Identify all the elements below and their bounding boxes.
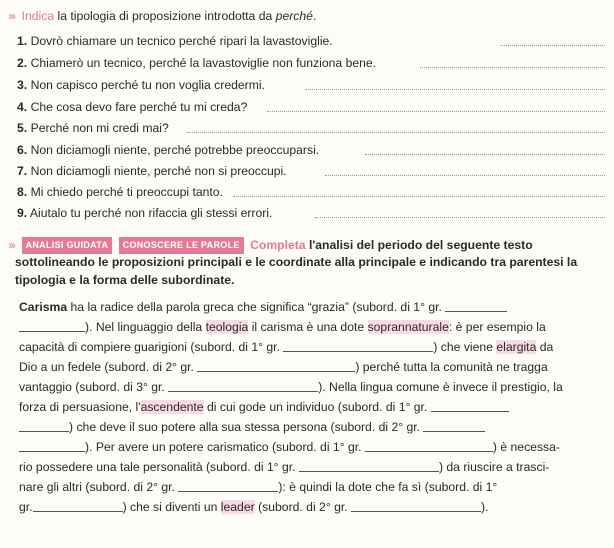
answer-line[interactable] — [365, 154, 605, 155]
instruction-verb: Indica — [21, 9, 55, 23]
answer-blank[interactable] — [178, 481, 278, 492]
answer-blank[interactable] — [197, 361, 355, 372]
tag-conoscere-le-parole: CONOSCERE LE PAROLE — [119, 237, 244, 254]
text-line-1: Carisma ha la radice della parola greca che significa “grazia” (subord. di 1° gr. — [19, 300, 601, 314]
answer-line[interactable] — [325, 175, 605, 176]
instruction-verb: Completa — [250, 238, 306, 252]
instruction-keyword: perché — [275, 9, 313, 23]
answer-blank[interactable] — [33, 501, 123, 512]
tag-analisi-guidata: ANALISI GUIDATA — [22, 237, 113, 254]
list-item: 6. Non diciamogli niente, perché potrebbe preoccuparsi. — [17, 142, 605, 158]
answer-blank[interactable] — [445, 301, 507, 312]
text-line-8: ). Per avere un potere carismatico (subord. di 1° gr. ) è necessa- — [19, 440, 601, 454]
instruction-text: la tipologia di proposizione introdotta da — [57, 9, 276, 23]
text-line-5: vantaggio (subord. di 3° gr. ). Nella lingua comune è invece il prestigio, la — [19, 380, 563, 394]
answer-blank[interactable] — [423, 421, 485, 432]
answer-line[interactable] — [305, 89, 605, 90]
double-chevron-icon: ››› — [8, 9, 15, 23]
answer-blank[interactable] — [365, 441, 493, 452]
answer-blank[interactable] — [351, 501, 481, 512]
answer-blank[interactable] — [19, 441, 85, 452]
list-item: 7. Non diciamogli niente, perché non si preoccupi. — [17, 163, 605, 179]
answer-line[interactable] — [420, 67, 605, 68]
list-item: 4. Che cosa devo fare perché tu mi creda? — [17, 99, 605, 115]
text-line-11: gr. ) che si diventi un leader (subord. di 2° gr. ). — [19, 500, 489, 514]
answer-blank[interactable] — [283, 341, 433, 352]
instruction-line-2: sottolineando le proposizioni principali e le coordinate alla principale e indicando tra parentesi la — [15, 255, 578, 269]
text-line-9: rio possedere una tale personalità (subord. di 1° gr. ) da riuscire a trasci- — [19, 460, 550, 474]
answer-blank[interactable] — [168, 381, 318, 392]
list-item: 2. Chiamerò un tecnico, perché la lavastoviglie non funziona bene. — [17, 55, 605, 71]
text-line-10: nare gli altri (subord. di 2° gr. ): è quindi la dote che fa sì (subord. di 1° — [19, 480, 498, 494]
answer-line[interactable] — [500, 45, 605, 46]
answer-line[interactable] — [267, 111, 605, 112]
list-item: 3. Non capisco perché tu non voglia credermi. — [17, 77, 605, 93]
list-item: 5. Perché non mi credi mai? — [17, 120, 605, 136]
exercise1-instruction: ››› Indica la tipologia di proposizione introdotta da perché. — [8, 9, 317, 23]
instruction-line-3: tipologia e la forma delle subordinate. — [15, 273, 235, 287]
list-item: 1. Dovrò chiamare un tecnico perché ripari la lavastoviglie. — [17, 33, 605, 49]
answer-blank[interactable] — [19, 321, 85, 332]
answer-line[interactable] — [315, 217, 605, 218]
double-chevron-icon: ››› — [8, 238, 15, 252]
text-line-3: capacità di compiere guarigioni (subord. di 1° gr. ) che viene elargita da — [19, 340, 554, 354]
list-item: 8. Mi chiedo perché ti preoccupi tanto. — [17, 184, 605, 200]
text-line-2: ). Nel linguaggio della teologia il carisma è una dote soprannaturale: è per esempio la — [19, 320, 601, 334]
answer-blank[interactable] — [19, 421, 69, 432]
list-item: 9. Aiutalo tu perché non rifaccia gli stessi errori. — [17, 205, 605, 221]
text-line-4: Dio a un fedele (subord. di 2° gr. ) perché tutta la comunità ne tragga — [19, 360, 548, 374]
answer-line[interactable] — [233, 196, 605, 197]
answer-blank[interactable] — [299, 461, 439, 472]
answer-line[interactable] — [187, 132, 605, 133]
exercise2-instruction: ››› ANALISI GUIDATA CONOSCERE LE PAROLE Completa l'analisi del periodo del seguente testo — [8, 238, 533, 252]
text-line-7: ) che deve il suo potere alla sua stessa persona (subord. di 2° gr. — [19, 420, 601, 434]
answer-blank[interactable] — [431, 401, 509, 412]
text-line-6: forza di persuasione, l'ascendente di cui gode un individuo (subord. di 1° gr. — [19, 400, 601, 414]
